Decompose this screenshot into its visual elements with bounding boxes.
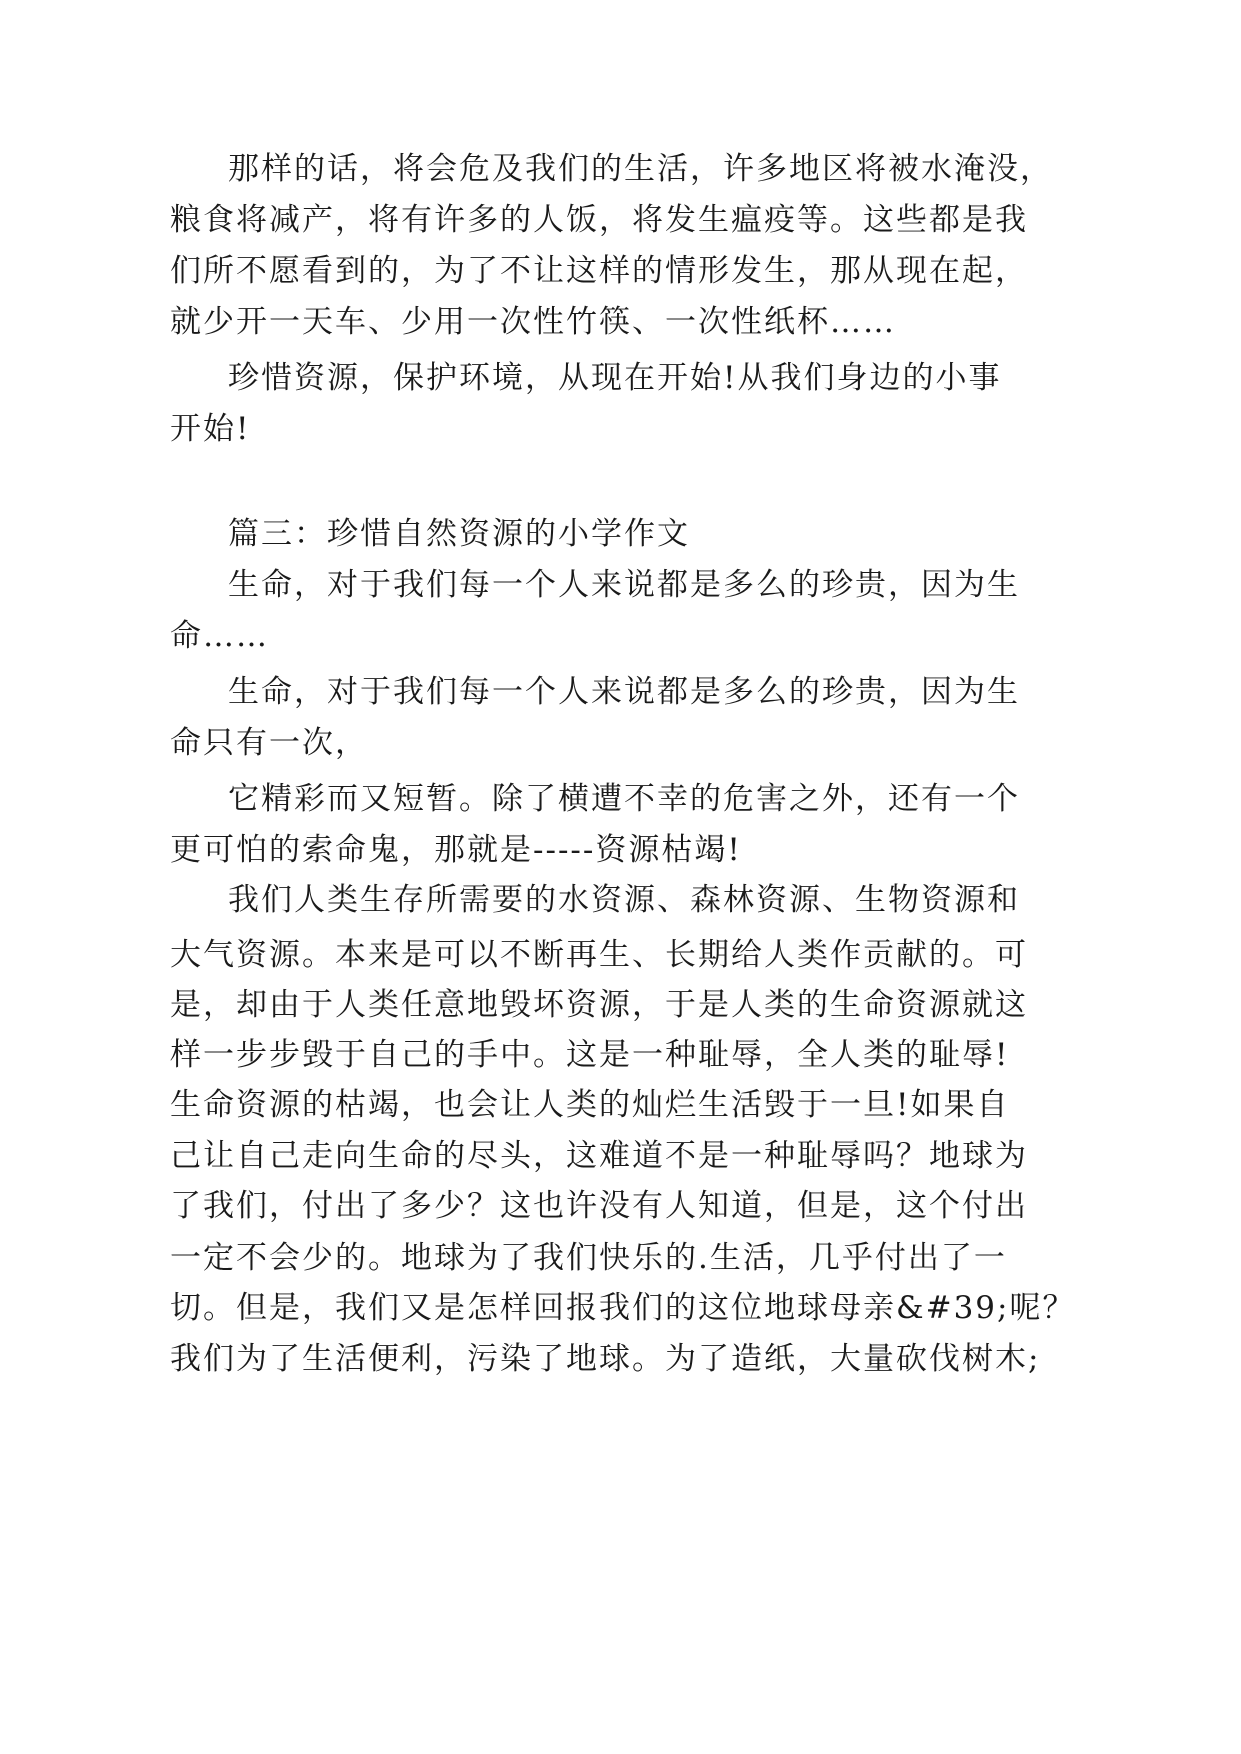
paragraph-line: 我们为了生活便利，污染了地球。为了造纸，大量砍伐树木; [170, 1341, 1041, 1377]
paragraph-line: 生命，对于我们每一个人来说都是多么的珍贵，因为生 [228, 674, 1020, 710]
paragraph-line: 更可怕的索命鬼，那就是-----资源枯竭! [170, 832, 742, 868]
paragraph-line: 一定不会少的。地球为了我们快乐的.生活，几乎付出了一 [170, 1240, 1007, 1276]
paragraph-line: 它精彩而又短暂。除了横遭不幸的危害之外，还有一个 [228, 781, 1020, 817]
paragraph-line: 己让自己走向生命的尽头，这难道不是一种耻辱吗？地球为 [170, 1138, 1028, 1174]
paragraph-line: 是，却由于人类任意地毁坏资源，于是人类的生命资源就这 [170, 987, 1028, 1023]
paragraph-line: 大气资源。本来是可以不断再生、长期给人类作贡献的。可 [170, 937, 1028, 973]
paragraph-line: 切。但是，我们又是怎样回报我们的这位地球母亲&#39;呢？ [170, 1290, 1076, 1326]
paragraph-line: 珍惜资源，保护环境，从现在开始!从我们身边的小事 [228, 360, 1002, 396]
paragraph-line: 生命资源的枯竭，也会让人类的灿烂生活毁于一旦!如果自 [170, 1087, 1010, 1123]
paragraph-line: 样一步步毁于自己的手中。这是一种耻辱，全人类的耻辱! [170, 1037, 1010, 1073]
paragraph-line: 开始! [170, 411, 251, 447]
paragraph-line: 粮食将减产，将有许多的人饭，将发生瘟疫等。这些都是我 [170, 202, 1028, 238]
paragraph-line: 了我们，付出了多少？这也许没有人知道，但是，这个付出 [170, 1188, 1028, 1224]
paragraph-line: 我们人类生存所需要的水资源、森林资源、生物资源和 [228, 882, 1020, 918]
paragraph-line: 命…… [170, 618, 269, 654]
paragraph-line: 那样的话，将会危及我们的生活，许多地区将被水淹没， [228, 151, 1053, 187]
paragraph-line: 命只有一次， [170, 725, 368, 761]
paragraph-line: 生命，对于我们每一个人来说都是多么的珍贵，因为生 [228, 567, 1020, 603]
paragraph-line: 就少开一天车、少用一次性竹筷、一次性纸杯…… [170, 304, 896, 340]
paragraph-line: 们所不愿看到的，为了不让这样的情形发生，那从现在起， [170, 253, 1028, 289]
section-title: 篇三：珍惜自然资源的小学作文 [228, 516, 690, 552]
